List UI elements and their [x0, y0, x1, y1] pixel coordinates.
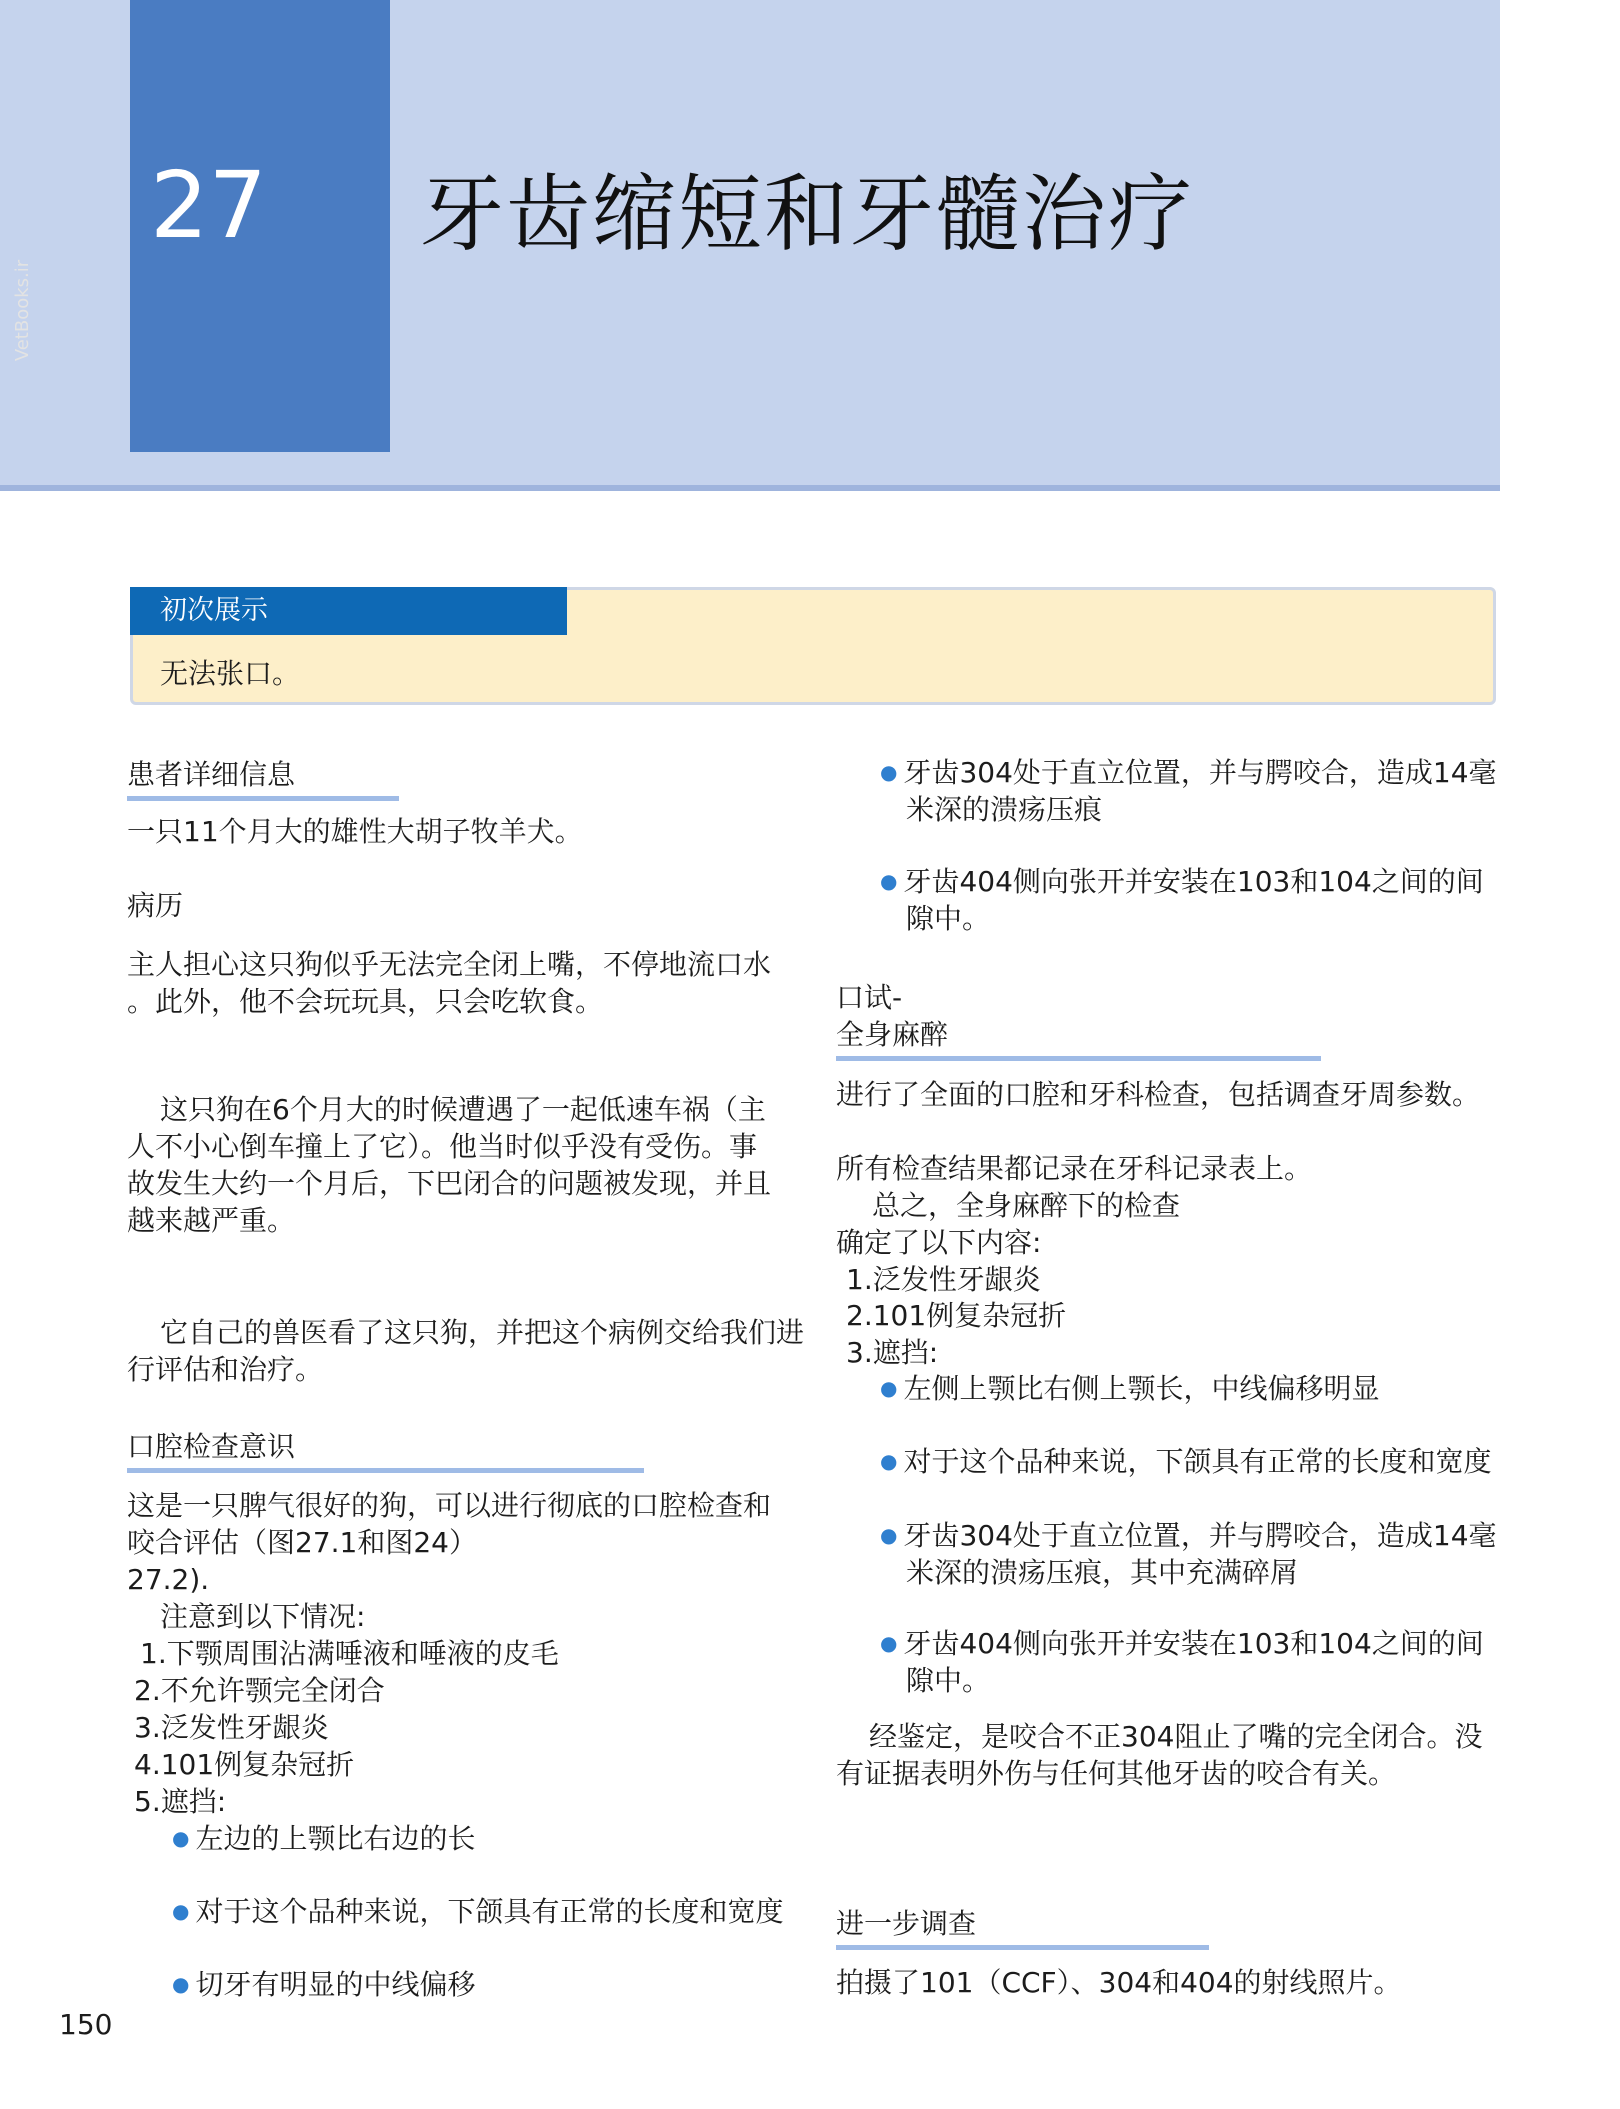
history-p3-line2: 行评估和治疗。 [127, 1353, 324, 1386]
oral-exam-heading: 口腔检查意识 [127, 1430, 296, 1463]
findings-bullet: ● 牙齿304处于直立位置，并与腭咬合，造成14毫 [880, 1517, 1497, 1557]
oral-exam-bullet: ● 切牙有明显的中线偏移 [172, 1966, 475, 2006]
header-rule [0, 485, 1500, 491]
initial-presentation-text: 无法张口。 [160, 657, 301, 690]
findings-bullet: ● 左侧上颚比右侧上颚长，中线偏移明显 [880, 1370, 1379, 1410]
oral-exam-item-3: 3.泛发性牙龈炎 [134, 1711, 329, 1744]
findings-bullet: ● 牙齿404侧向张开并安装在103和104之间的间 [880, 1625, 1484, 1665]
oral-exam-bullet: ● 对于这个品种来说，下颌具有正常的长度和宽度 [172, 1893, 783, 1933]
summary-line2: 确定了以下内容: [836, 1226, 1042, 1259]
oral-exam-item-1: 1.下颚周围沾满唾液和唾液的皮毛 [140, 1637, 559, 1670]
heading-rule [127, 1468, 644, 1473]
findings-item-3: 3.遮挡: [846, 1336, 939, 1369]
right-bullet-2-line2: 隙中。 [906, 902, 991, 935]
oral-exam-line3: 27.2). [127, 1563, 210, 1596]
patient-details-text: 一只11个月大的雄性大胡子牧羊犬。 [127, 815, 583, 848]
oral-exam-line2: 咬合评估（图27.1和图24） [127, 1526, 477, 1559]
watermark: VetBooks.ir [12, 259, 34, 362]
history-p1-line2: 。此外，他不会玩玩具，只会吃软食。 [127, 985, 604, 1018]
oral-exam-ga-heading-line2: 全身麻醉 [836, 1018, 949, 1051]
further-investigations-text: 拍摄了101（CCF）、304和404的射线照片。 [836, 1966, 1402, 1999]
history-p2-line4: 越来越严重。 [127, 1204, 296, 1237]
initial-presentation-label: 初次展示 [130, 587, 567, 635]
oral-exam-item-4: 4.101例复杂冠折 [134, 1748, 355, 1781]
summary-line1: 总之，全身麻醉下的检查 [872, 1189, 1181, 1222]
conclusion-line2: 有证据表明外伤与任何其他牙齿的咬合有关。 [836, 1757, 1397, 1790]
heading-rule [836, 1056, 1321, 1061]
oral-exam-ga-heading-line1: 口试- [836, 981, 903, 1014]
history-p2-line2: 人不小心倒车撞上了它）。他当时似乎没有受伤。事 [127, 1130, 758, 1163]
findings-item-2: 2.101例复杂冠折 [846, 1299, 1067, 1332]
oral-exam-note: 注意到以下情况: [160, 1600, 366, 1633]
exam-text: 进行了全面的口腔和牙科检查，包括调查牙周参数。 [836, 1078, 1481, 1111]
right-bullet-1-line1: ● 牙齿304处于直立位置，并与腭咬合，造成14毫 [880, 754, 1497, 794]
page-number: 150 [59, 2008, 113, 2041]
oral-exam-line1: 这是一只脾气很好的狗，可以进行彻底的口腔检查和 [127, 1489, 772, 1522]
heading-rule [836, 1945, 1209, 1950]
findings-item-1: 1.泛发性牙龈炎 [846, 1263, 1041, 1296]
history-p1-line1: 主人担心这只狗似乎无法完全闭上嘴，不停地流口水 [127, 948, 772, 981]
findings-bullet: ● 对于这个品种来说，下颌具有正常的长度和宽度 [880, 1443, 1491, 1483]
findings-bullet-cont: 隙中。 [906, 1664, 991, 1697]
conclusion-line1: 经鉴定，是咬合不正304阻止了嘴的完全闭合。没 [869, 1720, 1483, 1753]
chapter-title: 牙齿缩短和牙髓治疗 [420, 165, 1195, 263]
history-p3-line1: 它自己的兽医看了这只狗，并把这个病例交给我们进 [160, 1316, 805, 1349]
heading-rule [127, 796, 399, 801]
history-p2-line3: 故发生大约一个月后，下巴闭合的问题被发现，并且 [127, 1167, 772, 1200]
history-heading: 病历 [127, 889, 184, 922]
right-bullet-1-line2: 米深的溃疡压痕 [906, 793, 1103, 826]
chapter-number: 27 [150, 152, 268, 259]
right-bullet-2-line1: ● 牙齿404侧向张开并安装在103和104之间的间 [880, 863, 1484, 903]
history-p2-line1: 这只狗在6个月大的时候遭遇了一起低速车祸（主 [160, 1093, 766, 1126]
oral-exam-bullet: ● 左边的上颚比右边的长 [172, 1820, 475, 1860]
records-text: 所有检查结果都记录在牙科记录表上。 [836, 1152, 1313, 1185]
oral-exam-item-2: 2.不允许颚完全闭合 [134, 1674, 385, 1707]
findings-bullet-cont: 米深的溃疡压痕，其中充满碎屑 [906, 1556, 1299, 1589]
oral-exam-item-5: 5.遮挡: [134, 1785, 227, 1818]
further-investigations-heading: 进一步调查 [836, 1907, 977, 1940]
patient-details-heading: 患者详细信息 [127, 758, 296, 791]
